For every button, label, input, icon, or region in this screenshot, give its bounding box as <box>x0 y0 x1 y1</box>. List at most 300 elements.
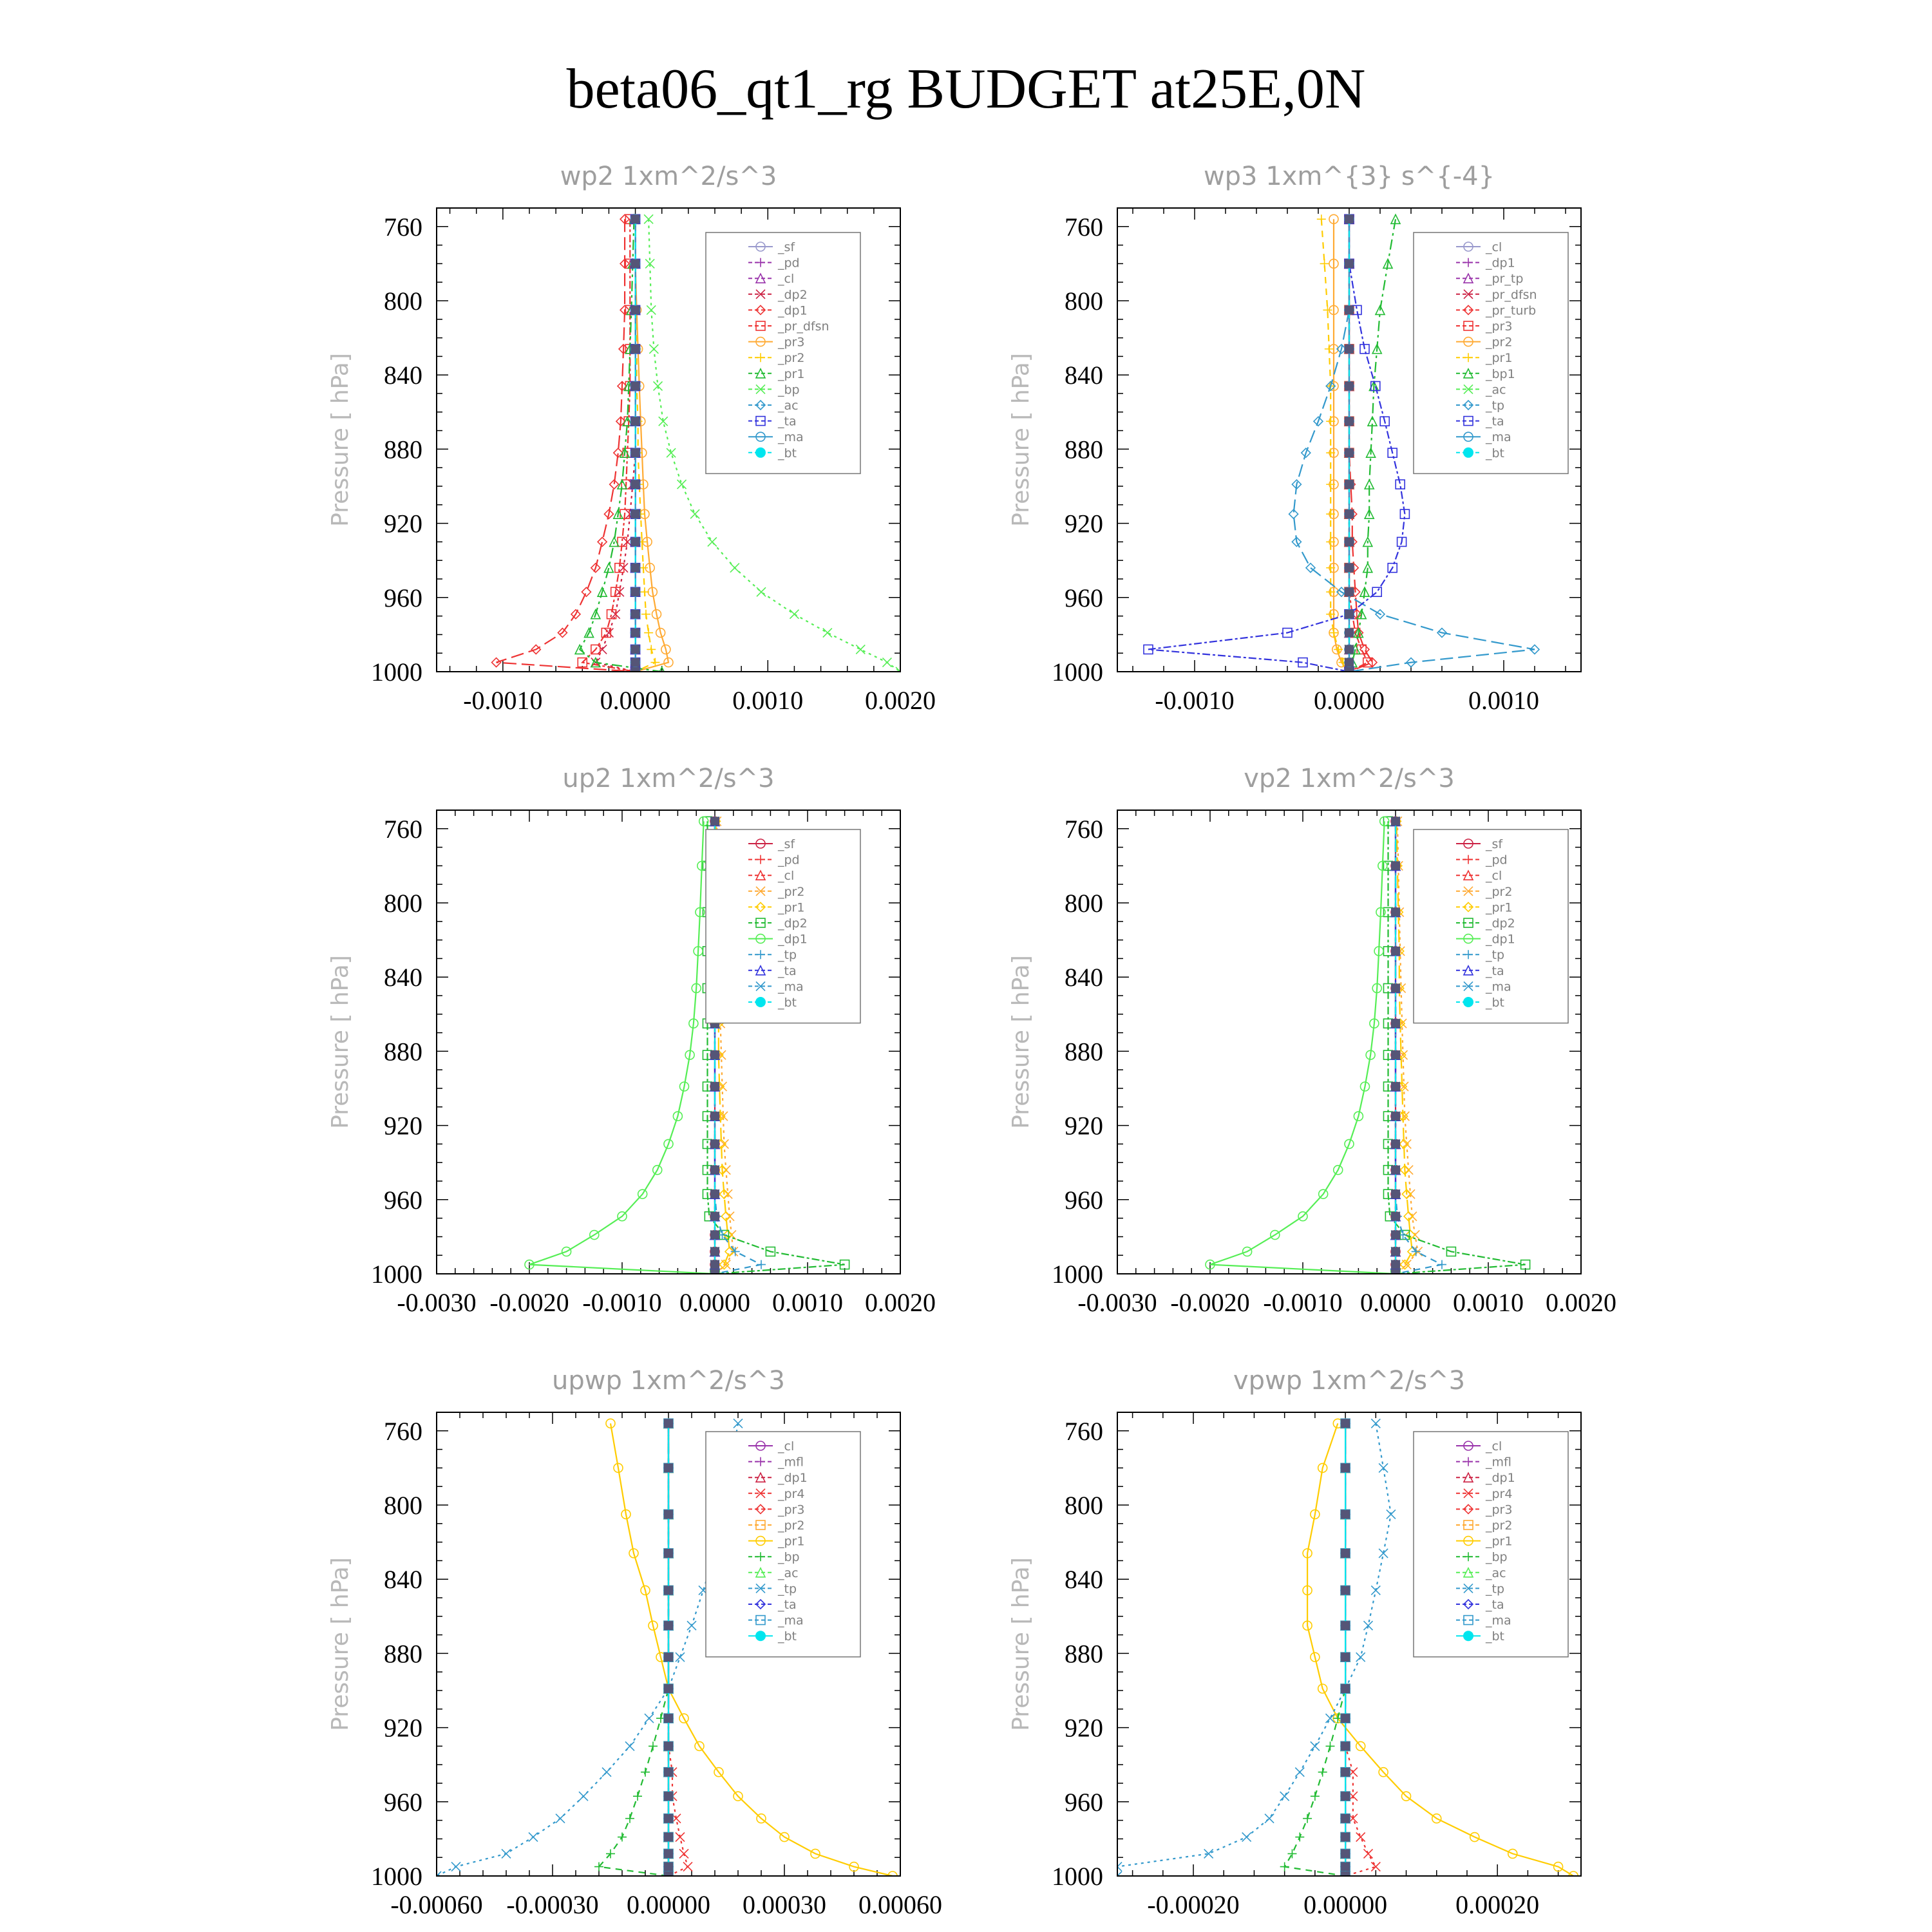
data-point <box>1387 1510 1396 1519</box>
series-line <box>1345 1423 1376 1876</box>
legend-label: _pr_dfsn <box>778 319 829 334</box>
data-point <box>1265 1814 1274 1823</box>
y-tick-label: 880 <box>384 1037 422 1066</box>
legend-label: _pr1 <box>1486 351 1513 366</box>
data-point <box>1320 259 1329 268</box>
legend-label: _pr1 <box>1486 1534 1513 1549</box>
x-tick-label: -0.0030 <box>397 1288 477 1317</box>
data-point <box>683 1862 692 1871</box>
data-point <box>664 1419 673 1428</box>
data-point <box>710 1082 719 1091</box>
data-point <box>649 345 658 354</box>
data-point <box>647 305 656 314</box>
y-tick-label: 800 <box>384 1491 422 1520</box>
x-tick-label: -0.0030 <box>1077 1288 1157 1317</box>
y-tick-label: 880 <box>1065 1037 1103 1066</box>
data-point <box>654 381 663 390</box>
data-point <box>598 537 607 546</box>
series-line <box>1148 219 1405 672</box>
data-point <box>710 1260 719 1269</box>
legend-label: _ta <box>778 1598 797 1612</box>
data-point <box>625 1741 634 1750</box>
data-point <box>1391 1212 1400 1221</box>
legend-label: _dp2 <box>778 287 808 302</box>
legend-label: _pr_turb <box>1486 303 1537 318</box>
y-tick-label: 840 <box>1065 1565 1103 1595</box>
legend-label: _pr1 <box>1486 900 1513 915</box>
legend-label: _bp <box>1486 1550 1508 1565</box>
data-point <box>757 587 766 596</box>
x-tick-label: 0.0000 <box>1314 686 1385 715</box>
data-point <box>710 1139 719 1148</box>
data-point <box>1341 1419 1350 1428</box>
y-tick-label: 960 <box>384 1787 422 1817</box>
y-axis-label: Pressure [ hPa] <box>327 353 354 527</box>
data-point <box>1379 1463 1388 1472</box>
data-point <box>1400 1260 1409 1269</box>
x-tick-label: 0.0020 <box>865 686 936 715</box>
data-point <box>1364 1621 1373 1630</box>
data-point <box>1341 1586 1350 1595</box>
data-point <box>645 1714 654 1723</box>
data-point <box>631 509 640 518</box>
data-point <box>1334 645 1343 654</box>
data-point <box>1371 1419 1380 1428</box>
series-pr1 <box>575 214 667 676</box>
x-tick-label: 0.0010 <box>732 686 804 715</box>
legend-label: _cl <box>1486 1439 1502 1454</box>
data-point <box>451 1862 460 1871</box>
legend-label: _dp1 <box>1486 256 1515 270</box>
data-point <box>730 564 739 573</box>
legend-label: _dp2 <box>778 916 808 931</box>
legend-label: _pr3 <box>778 335 805 350</box>
legend-label: _ta <box>1486 963 1504 978</box>
data-point <box>710 1166 719 1175</box>
data-point <box>1357 645 1366 654</box>
data-point <box>1356 1833 1365 1842</box>
legend-label: _pr4 <box>1486 1486 1513 1501</box>
data-point <box>1391 1260 1400 1269</box>
data-point <box>1391 1247 1400 1256</box>
data-point <box>579 1792 588 1801</box>
data-point <box>633 1792 642 1801</box>
x-tick-label: -0.0010 <box>463 686 543 715</box>
legend-label: _tp <box>1486 1582 1505 1596</box>
data-point <box>1345 305 1354 314</box>
data-point <box>1345 629 1354 638</box>
data-point <box>710 1189 719 1198</box>
series-line <box>636 219 656 672</box>
legend-label: _ta <box>1486 414 1504 429</box>
legend-marker <box>755 1631 766 1641</box>
panel-5 <box>327 1366 942 1919</box>
y-tick-label: 960 <box>384 1185 422 1215</box>
legend-label: _sf <box>778 240 795 254</box>
series-dp1 <box>525 817 719 1278</box>
series-pr1 <box>1317 214 1354 676</box>
y-tick-label: 1000 <box>1052 1260 1103 1289</box>
x-tick-label: 0.00020 <box>1455 1890 1540 1919</box>
series-line <box>1396 821 1412 1274</box>
series-line <box>1285 1423 1345 1876</box>
data-point <box>1345 537 1354 546</box>
data-point <box>1295 1833 1304 1842</box>
data-point <box>1345 610 1354 619</box>
legend-label: _dp1 <box>778 303 808 318</box>
legend <box>706 829 860 1023</box>
data-point <box>1391 907 1400 916</box>
series-line <box>668 1423 688 1876</box>
legend-label: _ma <box>1486 1613 1511 1628</box>
data-point <box>649 1741 658 1750</box>
data-point <box>1345 214 1354 223</box>
legend-label: _dp2 <box>1486 916 1515 931</box>
data-point <box>1295 1768 1304 1777</box>
series-line <box>1334 219 1349 672</box>
data-point <box>664 1684 673 1693</box>
data-point <box>1242 1833 1251 1842</box>
legend-label: _ma <box>778 1613 804 1628</box>
panel-1 <box>327 162 936 715</box>
y-tick-label: 960 <box>384 583 422 612</box>
x-tick-label: 0.00060 <box>858 1890 942 1919</box>
data-point <box>1341 1849 1350 1858</box>
legend-label: _ta <box>778 963 797 978</box>
page-title: beta06_qt1_rg BUDGET at25E,0N <box>566 58 1366 120</box>
data-point <box>1371 1586 1380 1595</box>
data-point <box>664 1833 673 1842</box>
legend-label: _ma <box>778 430 804 445</box>
data-point <box>631 564 640 573</box>
y-tick-label: 1000 <box>1052 1862 1103 1891</box>
data-point <box>645 259 654 268</box>
data-point <box>710 817 719 826</box>
data-point <box>664 1549 673 1558</box>
legend-label: _pr_dfsn <box>1486 287 1537 302</box>
panel-6 <box>1008 1366 1581 1919</box>
legend-label: _pr3 <box>1486 1502 1513 1517</box>
legend-label: _pr2 <box>1486 1519 1513 1533</box>
panel-title: up2 1xm^2/s^3 <box>562 764 775 793</box>
data-point <box>664 1814 673 1823</box>
data-point <box>1341 1741 1350 1750</box>
legend-label: _ta <box>778 414 797 429</box>
data-point <box>1364 1849 1373 1858</box>
x-tick-label: -0.00030 <box>506 1890 599 1919</box>
legend-label: _bt <box>1486 446 1505 460</box>
legend-label: _bt <box>778 446 797 460</box>
data-point <box>1345 480 1354 489</box>
data-point <box>1391 861 1400 870</box>
data-point <box>1379 1549 1388 1558</box>
y-tick-label: 840 <box>1065 361 1103 390</box>
data-point <box>664 1849 673 1858</box>
data-point <box>602 1768 611 1777</box>
legend <box>1414 232 1568 473</box>
legend-label: _bp <box>778 1550 800 1565</box>
legend-label: _pr1 <box>778 900 805 915</box>
data-point <box>1391 1082 1400 1091</box>
y-axis-label: Pressure [ hPa] <box>1008 353 1034 527</box>
data-point <box>757 1260 766 1269</box>
x-tick-label: 0.00000 <box>1303 1890 1388 1919</box>
legend-label: _dp1 <box>778 932 808 947</box>
y-tick-label: 960 <box>1065 1185 1103 1215</box>
data-point <box>1325 1741 1334 1750</box>
series-pr2 <box>1329 214 1354 676</box>
data-point <box>1341 1768 1350 1777</box>
y-tick-label: 800 <box>384 287 422 316</box>
x-tick-label: -0.0010 <box>1155 686 1235 715</box>
legend-label: _pr1 <box>778 1534 805 1549</box>
legend-label: _dp1 <box>778 1471 808 1486</box>
data-point <box>710 1112 719 1121</box>
legend-label: _pd <box>778 853 800 867</box>
data-point <box>1341 1814 1350 1823</box>
data-point <box>556 1814 565 1823</box>
data-point <box>631 629 640 638</box>
data-point <box>1345 564 1354 573</box>
legend-label: _ac <box>778 1566 799 1580</box>
data-point <box>1287 1849 1296 1858</box>
data-point <box>647 645 656 654</box>
data-point <box>1345 417 1354 426</box>
legend-label: _dp1 <box>1486 932 1515 947</box>
legend-marker <box>755 997 766 1007</box>
legend <box>706 1432 860 1657</box>
data-point <box>1345 587 1354 596</box>
y-tick-label: 920 <box>1065 1111 1103 1141</box>
legend-marker <box>1463 448 1473 458</box>
series-line <box>497 219 636 672</box>
data-point <box>664 1741 673 1750</box>
series-ta <box>1144 214 1409 676</box>
y-tick-label: 760 <box>384 814 422 844</box>
x-tick-label: -0.0010 <box>582 1288 662 1317</box>
data-point <box>687 1621 696 1630</box>
panel-4 <box>1008 764 1616 1317</box>
legend-label: _pr2 <box>778 884 805 899</box>
y-tick-label: 840 <box>384 1565 422 1595</box>
data-point <box>625 1814 634 1823</box>
data-point <box>1391 983 1400 992</box>
x-tick-label: 0.0000 <box>679 1288 750 1317</box>
series-line <box>437 1423 738 1876</box>
x-tick-label: 0.0000 <box>1360 1288 1431 1317</box>
data-point <box>882 658 891 667</box>
y-tick-label: 840 <box>384 963 422 992</box>
legend-label: _ac <box>1486 383 1506 397</box>
data-point <box>676 1833 685 1842</box>
data-point <box>502 1849 511 1858</box>
series-tp <box>432 1419 743 1880</box>
x-tick-label: 0.0010 <box>1468 686 1539 715</box>
series-line <box>580 219 661 672</box>
data-point <box>631 537 640 546</box>
x-tick-label: 0.00030 <box>743 1890 826 1919</box>
legend-label: _pd <box>1486 853 1508 867</box>
series-line <box>1349 219 1368 672</box>
legend-label: _tp <box>1486 399 1505 413</box>
data-point <box>676 1653 685 1662</box>
data-point <box>664 1862 673 1871</box>
x-tick-label: 0.0010 <box>1453 1288 1524 1317</box>
data-point <box>710 1212 719 1221</box>
legend-label: _pr3 <box>778 1502 805 1517</box>
legend-label: _cl <box>778 272 795 287</box>
legend-label: _mfl <box>778 1455 804 1470</box>
data-point <box>631 610 640 619</box>
data-point <box>1341 1862 1350 1871</box>
data-point <box>664 1768 673 1777</box>
data-point <box>631 417 640 426</box>
data-point <box>631 345 640 354</box>
y-tick-label: 760 <box>384 1416 422 1446</box>
data-point <box>631 305 640 314</box>
legend-marker <box>755 448 766 458</box>
data-point <box>1345 509 1354 518</box>
y-tick-label: 920 <box>1065 1713 1103 1743</box>
legend-label: _ma <box>1486 980 1511 994</box>
legend-label: _bt <box>1486 996 1505 1010</box>
data-point <box>1391 947 1400 956</box>
legend-label: _bt <box>1486 1629 1505 1644</box>
data-point <box>644 214 653 223</box>
legend-label: _pr4 <box>778 1486 805 1501</box>
data-point <box>679 1849 688 1858</box>
y-axis-label: Pressure [ hPa] <box>1008 955 1034 1129</box>
y-tick-label: 1000 <box>1052 658 1103 687</box>
data-point <box>664 1792 673 1801</box>
legend-label: _pr2 <box>1486 884 1513 899</box>
x-tick-label: 0.0020 <box>865 1288 936 1317</box>
data-point <box>618 1833 627 1842</box>
data-point <box>664 1714 673 1723</box>
y-tick-label: 800 <box>384 889 422 918</box>
panel-title: wp2 1xm^2/s^3 <box>560 162 777 191</box>
legend-label: _tp <box>778 1582 797 1596</box>
legend-marker <box>1463 1631 1473 1641</box>
legend-label: _ma <box>778 980 804 994</box>
legend-label: _sf <box>778 837 795 851</box>
legend-label: _cl <box>778 869 795 884</box>
series-bp <box>1280 1419 1350 1880</box>
series-line <box>599 1423 668 1876</box>
y-tick-label: 840 <box>384 361 422 390</box>
data-point <box>1345 658 1354 667</box>
legend-label: _ac <box>1486 1566 1506 1580</box>
y-tick-label: 880 <box>1065 1639 1103 1669</box>
data-point <box>631 214 640 223</box>
legend-label: _pr3 <box>1486 319 1513 334</box>
data-point <box>1341 1833 1350 1842</box>
y-tick-label: 760 <box>1065 814 1103 844</box>
x-tick-label: 0.0000 <box>600 686 671 715</box>
data-point <box>790 610 799 619</box>
x-tick-label: 0.0010 <box>772 1288 843 1317</box>
data-point <box>631 587 640 596</box>
legend-label: _dp1 <box>1486 1471 1515 1486</box>
legend-label: _pd <box>778 256 800 270</box>
data-point <box>664 1510 673 1519</box>
data-point <box>1345 345 1354 354</box>
series-pr4 <box>1341 1419 1380 1880</box>
panel-title: vp2 1xm^2/s^3 <box>1244 764 1455 793</box>
y-tick-label: 920 <box>384 1713 422 1743</box>
series-pr-dfsn <box>578 214 639 676</box>
data-point <box>1280 1792 1289 1801</box>
data-point <box>1341 1549 1350 1558</box>
data-point <box>598 645 607 654</box>
data-point <box>664 1653 673 1662</box>
series-line <box>1210 821 1396 1274</box>
data-point <box>1391 1139 1400 1148</box>
data-point <box>1356 1653 1365 1662</box>
data-point <box>1391 1112 1400 1121</box>
data-point <box>631 381 640 390</box>
legend-label: _ta <box>1486 1598 1504 1612</box>
y-tick-label: 880 <box>384 435 422 464</box>
legend-label: _cl <box>1486 869 1502 884</box>
data-point <box>708 537 717 546</box>
data-point <box>640 587 649 596</box>
data-point <box>1360 645 1369 654</box>
legend-label: _mfl <box>1486 1455 1511 1470</box>
y-tick-label: 1000 <box>371 658 422 687</box>
legend-label: _tp <box>778 948 797 963</box>
y-axis-label: Pressure [ hPa] <box>327 955 354 1129</box>
panel-title: upwp 1xm^2/s^3 <box>552 1366 785 1396</box>
legend-label: _sf <box>1486 837 1503 851</box>
legend-label: _ac <box>778 399 799 413</box>
data-point <box>1345 448 1354 457</box>
data-point <box>734 1419 743 1428</box>
data-point <box>1437 1260 1446 1269</box>
data-point <box>529 1833 538 1842</box>
x-tick-label: -0.0020 <box>1170 1288 1250 1317</box>
data-point <box>1317 214 1326 223</box>
data-point <box>710 1050 719 1059</box>
series-line <box>1321 219 1349 672</box>
data-point <box>1303 1814 1312 1823</box>
series-line <box>529 821 715 1274</box>
series-bt <box>1341 1419 1350 1880</box>
series-pr3 <box>631 214 673 676</box>
data-point <box>1341 1714 1350 1723</box>
y-tick-label: 960 <box>1065 1787 1103 1817</box>
data-point <box>631 480 640 489</box>
legend-label: _cl <box>778 1439 795 1454</box>
y-tick-label: 880 <box>384 1639 422 1669</box>
x-tick-label: -0.0020 <box>489 1288 569 1317</box>
series-bp <box>594 1419 673 1880</box>
y-tick-label: 800 <box>1065 287 1103 316</box>
data-point <box>664 1621 673 1630</box>
legend-label: _pr2 <box>778 351 805 366</box>
y-tick-label: 760 <box>1065 212 1103 242</box>
data-point <box>664 1463 673 1472</box>
x-tick-label: 0.00000 <box>627 1890 710 1919</box>
legend-label: _bp <box>778 383 800 397</box>
data-point <box>1280 1862 1289 1871</box>
legend <box>1414 829 1568 1023</box>
data-point <box>664 1586 673 1595</box>
data-point <box>1345 645 1354 654</box>
x-tick-label: -0.0010 <box>1263 1288 1343 1317</box>
data-point <box>1391 1019 1400 1028</box>
data-point <box>1325 345 1334 354</box>
